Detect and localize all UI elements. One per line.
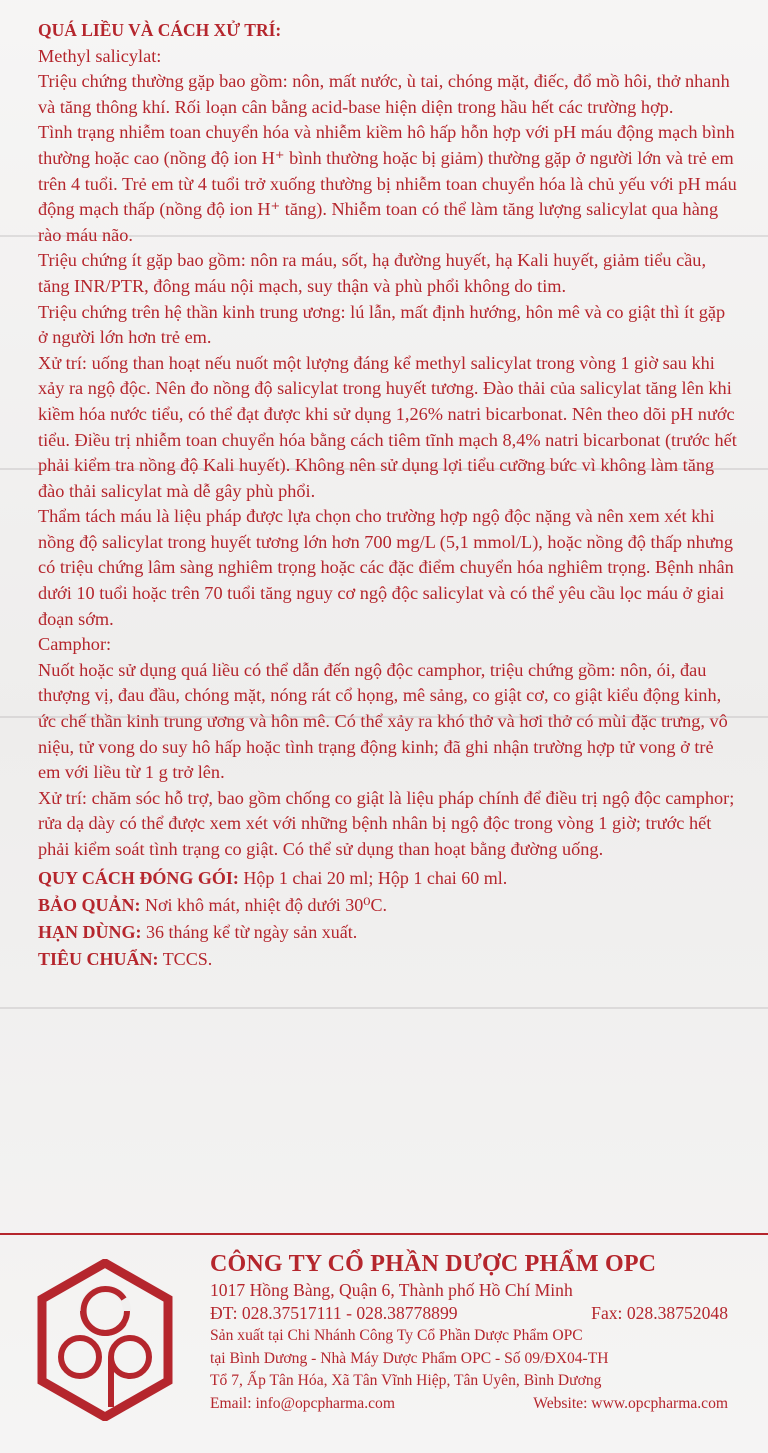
storage-line	[38, 892, 738, 919]
company-email[interactable]: Email: info@opcpharma.com	[210, 1394, 395, 1412]
company-website[interactable]: Website: www.opcpharma.com	[533, 1394, 728, 1412]
standard-label: TIÊU CHUẨN:	[38, 948, 159, 969]
methyl-treatment-paragraph: Xử trí: uống than hoạt nếu nuốt một lượng đáng kể methyl salicylat trong vòng 1 giờ sau khi xảy ra ngộ độc. Nên đo nồng độ salicylat trong huyết tương. Đào thải của salicylat tăng lên khi kiềm hóa nước tiểu, có thể đạt được khi sử dụng 1,26% natri bicarbonat. Nên theo dõi pH nước tiểu. Điều trị nhiễm toan chuyển hóa bằng cách tiêm tĩnh mạch 8,4% natri bicarbonat (trước hết phải kiểm tra nồng độ Kali huyết). Không nên sử dụng lợi tiểu cưỡng bức vì không làm tăng đào thải salicylat mà dễ gây phù phổi.	[38, 352, 737, 501]
standard-value: TCCS.	[158, 948, 213, 969]
overdose-section	[38, 18, 738, 973]
product-specs	[38, 865, 738, 973]
company-footer	[0, 1235, 768, 1453]
storage-label: BẢO QUẢN:	[38, 894, 141, 915]
opc-logo	[36, 1259, 174, 1421]
overdose-heading: QUÁ LIỀU VÀ CÁCH XỬ TRÍ:	[38, 20, 282, 40]
factory-line-1: Sản xuất tại Chi Nhánh Công Ty Cổ Phần Dược Phẩm OPC	[210, 1327, 583, 1344]
company-name: CÔNG TY CỔ PHẦN DƯỢC PHẨM OPC	[210, 1251, 657, 1277]
company-info	[210, 1249, 730, 1415]
company-phone: ĐT: 028.37517111 - 028.38778899	[210, 1303, 458, 1323]
hemodialysis-paragraph: Thẩm tách máu là liệu pháp được lựa chọn cho trường hợp ngộ độc nặng và nên xem xét khi nồng độ salicylat trong huyết tương lớn hơn 700 mg/L (5,1 mmol/L), hoặc nồng độ thấp nhưng có triệu chứng lâm sàng nghiêm trọng hoặc các đặc điểm chuyển hóa nghiêm trọng. Bệnh nhân dưới 10 tuổi hoặc trên 70 tuổi tăng nguy cơ ngộ độc salicylat và có thể yêu cầu lọc máu ở giai đoạn sớm.	[38, 506, 734, 629]
packaging-label: QUY CÁCH ĐÓNG GÓI:	[38, 867, 239, 888]
company-web-row	[210, 1393, 728, 1416]
paper-fold	[0, 1007, 768, 1009]
expiry-line	[38, 919, 738, 946]
packaging-value: Hộp 1 chai 20 ml; Hộp 1 chai 60 ml.	[238, 867, 508, 888]
acid-base-paragraph: Tình trạng nhiễm toan chuyển hóa và nhiễm kiềm hô hấp hỗn hợp với pH máu động mạch bình thường hoặc cao (nồng độ ion H⁺ bình thường hoặc bị giảm) thường gặp ở người lớn và trẻ em trên 4 tuổi. Trẻ em từ 4 tuổi trở xuống thường bị nhiễm toan chuyển hóa là chủ yếu với pH máu động mạch thấp (nồng độ ion H⁺ tăng). Nhiễm toan có thể làm tăng lượng salicylat qua hàng rào máu não.	[38, 122, 737, 245]
camphor-title: Camphor:	[38, 634, 112, 655]
company-fax: Fax: 028.38752048	[591, 1303, 728, 1323]
storage-value: Nơi khô mát, nhiệt độ dưới 30⁰C.	[140, 894, 387, 915]
company-address: 1017 Hồng Bàng, Quận 6, Thành phố Hồ Chí Minh	[210, 1280, 573, 1300]
uncommon-symptoms-paragraph: Triệu chứng ít gặp bao gồm: nôn ra máu, sốt, hạ đường huyết, hạ Kali huyết, giảm tiểu cầu, tăng INR/PTR, đông máu nội mạch, suy thận và phù phổi không do tim.	[38, 250, 707, 296]
camphor-symptoms-paragraph: Nuốt hoặc sử dụng quá liều có thể dẫn đến ngộ độc camphor, triệu chứng gồm: nôn, ói, đau thượng vị, đau đầu, chóng mặt, nóng rát cổ họng, mê sảng, co giật cơ, co giật kiểu động kinh, ức chế thần kinh trung ương và hôn mê. Có thể xảy ra khó thở và hơi thở có mùi đặc trưng, vô niệu, tử vong do suy hô hấp hoặc tình trạng động kinh; đã ghi nhận trường hợp tử vong ở trẻ em với liều từ 1 g trở lên.	[38, 659, 728, 783]
packaging-line	[38, 865, 738, 892]
expiry-label: HẠN DÙNG:	[38, 921, 142, 942]
methyl-salicylate-title: Methyl salicylat:	[38, 45, 162, 66]
camphor-treatment-paragraph: Xử trí: chăm sóc hỗ trợ, bao gồm chống co giật là liệu pháp chính để điều trị ngộ độc camphor; rửa dạ dày có thể được xem xét với những bệnh nhân bị ngộ độc trong vòng 1 giờ; trước hết phải kiểm soát tình trạng co giật. Có thể sử dụng than hoạt bằng đường uống.	[38, 787, 735, 859]
cns-symptoms-paragraph: Triệu chứng trên hệ thần kinh trung ương: lú lẫn, mất định hướng, hôn mê và co giật thì ít gặp ở người lớn hơn trẻ em.	[38, 301, 726, 348]
expiry-value: 36 tháng kể từ ngày sản xuất.	[141, 921, 358, 942]
company-contact-row	[210, 1302, 728, 1325]
factory-line-2: tại Bình Dương - Nhà Máy Dược Phẩm OPC - Số 09/ĐX04-TH	[210, 1349, 609, 1367]
factory-line-3: Tổ 7, Ấp Tân Hóa, Xã Tân Vĩnh Hiệp, Tân Uyên, Bình Dương	[210, 1372, 602, 1389]
methyl-symptoms-paragraph: Triệu chứng thường gặp bao gồm: nôn, mất nước, ù tai, chóng mặt, điếc, đổ mồ hôi, thở nhanh và tăng thông khí. Rối loạn cân bằng acid-base hiện diện trong hầu hết các trường hợp.	[38, 71, 730, 117]
standard-line	[38, 946, 738, 973]
